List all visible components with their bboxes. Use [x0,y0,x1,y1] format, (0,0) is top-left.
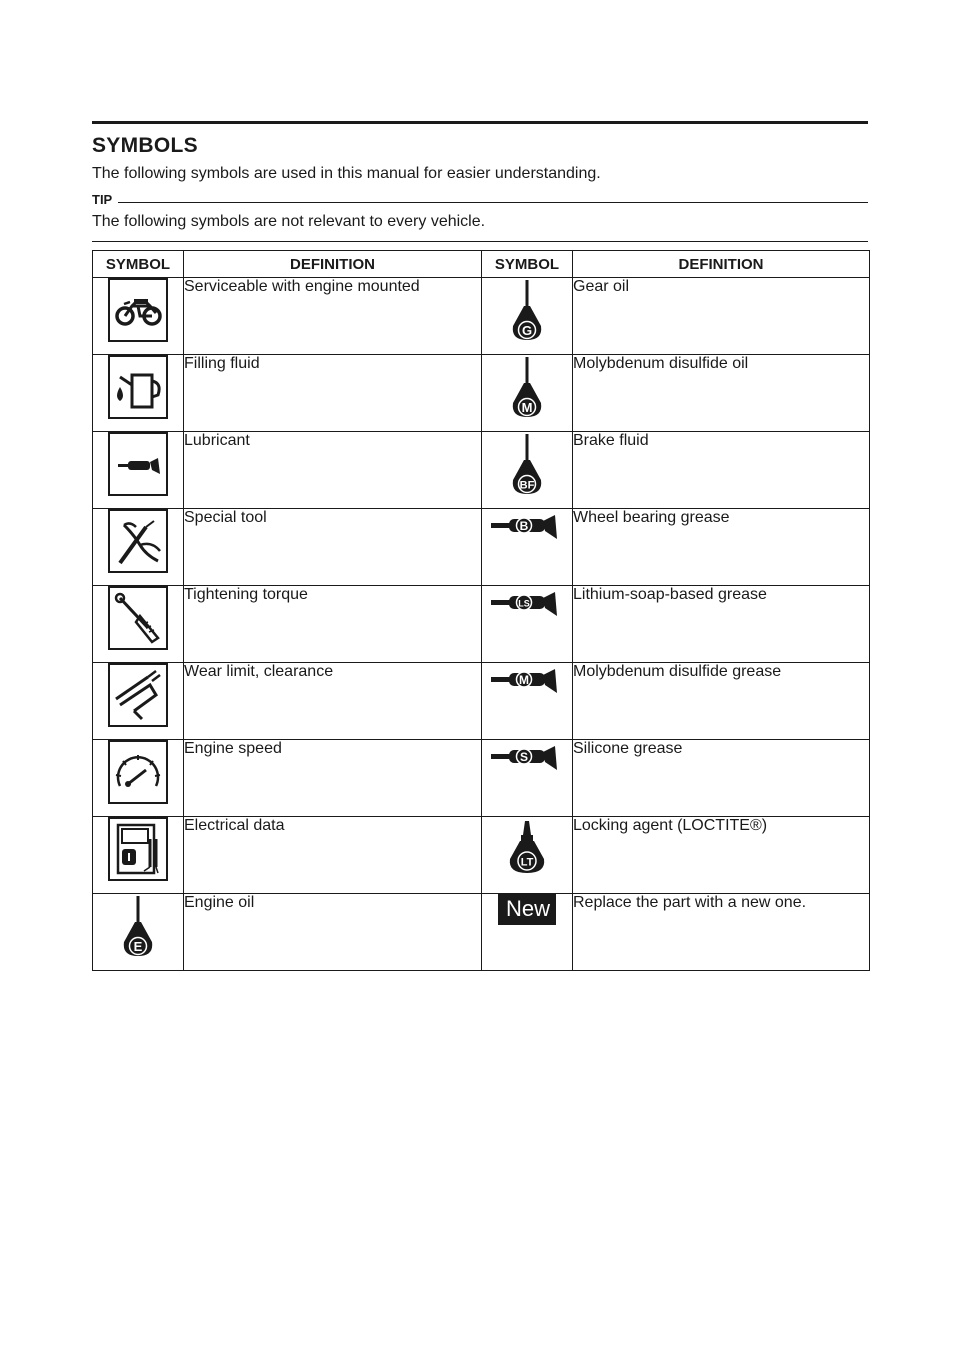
oil-can-icon [507,278,547,344]
definition-cell: Lubricant [184,432,482,509]
tachometer-icon [108,740,168,804]
grease-gun-icon [487,740,567,774]
oil-can-icon [507,432,547,498]
table-header-row [93,251,870,278]
pliers-screwdriver-icon [108,509,168,573]
table-row [93,278,870,355]
symbol-cell [93,586,184,663]
symbol-cell [482,355,573,432]
oil-can-icon [118,894,158,960]
grease-gun-icon [108,432,168,496]
torque-wrench-icon [108,586,168,650]
tip-header [92,192,868,208]
symbol-cell [93,432,184,509]
multimeter-icon [108,817,168,881]
grease-letter: LS [518,598,530,609]
table-row [93,355,870,432]
symbol-cell [482,509,573,586]
top-rule [92,121,868,124]
bottle-letter: LT [520,856,534,869]
grease-letter: S [519,750,529,764]
table-row [93,432,870,509]
definition-cell: Serviceable with engine mounted [184,278,482,355]
tip-rule [118,202,868,203]
definition-cell: Lithium-soap-based grease [573,586,870,663]
table-row [93,509,870,586]
symbol-cell [482,894,573,971]
tip-label: TIP [92,192,116,207]
symbol-cell [93,663,184,740]
header-definition-2: DEFINITION [573,251,870,278]
definition-cell: Locking agent (LOCTITE®) [573,817,870,894]
definition-cell: Engine oil [184,894,482,971]
oil-can-letter: E [133,939,143,954]
symbol-cell [93,894,184,971]
definition-cell: Wear limit, clearance [184,663,482,740]
definition-cell: Gear oil [573,278,870,355]
table-row [93,586,870,663]
symbol-cell [482,278,573,355]
table-row [93,817,870,894]
definition-cell: Electrical data [184,817,482,894]
tip-end-rule [92,241,868,242]
definition-cell: Special tool [184,509,482,586]
grease-gun-icon [487,509,567,543]
new-badge-icon: New [498,894,556,925]
symbol-cell [482,586,573,663]
symbol-cell [93,740,184,817]
definition-cell: Tightening torque [184,586,482,663]
definition-cell: Silicone grease [573,740,870,817]
table-row [93,740,870,817]
definition-cell: Molybdenum disulfide grease [573,663,870,740]
oil-can-letter: M [521,400,533,415]
definition-cell: Wheel bearing grease [573,509,870,586]
definition-cell: Filling fluid [184,355,482,432]
tip-text: The following symbols are not relevant to every vehicle. [92,213,486,230]
locking-agent-bottle-icon [504,817,550,877]
oil-can-icon [507,355,547,421]
table-row [93,663,870,740]
definition-cell: Engine speed [184,740,482,817]
table-row [93,894,870,971]
header-definition-1: DEFINITION [184,251,482,278]
motorcycle-icon [108,278,168,342]
grease-letter: B [519,519,529,533]
definition-cell: Brake fluid [573,432,870,509]
definition-cell: Replace the part with a new one. [573,894,870,971]
symbol-cell [93,278,184,355]
grease-letter: M [519,673,529,687]
oil-can-letter: G [521,323,533,338]
definition-cell: Molybdenum disulfide oil [573,355,870,432]
symbol-cell [93,509,184,586]
oil-can-letter: BF [519,479,535,492]
header-symbol-2: SYMBOL [482,251,573,278]
symbol-cell [482,740,573,817]
header-symbol-1: SYMBOL [93,251,184,278]
grease-gun-icon [487,586,567,620]
watering-can-icon [108,355,168,419]
symbol-cell [482,663,573,740]
symbol-cell [93,817,184,894]
symbols-table [92,250,870,971]
symbol-cell [93,355,184,432]
symbol-cell [482,432,573,509]
symbol-cell [482,817,573,894]
grease-gun-icon [487,663,567,697]
caliper-icon [108,663,168,727]
page-title: SYMBOLS [92,134,198,157]
intro-text: The following symbols are used in this manual for easier understanding. [92,165,601,182]
